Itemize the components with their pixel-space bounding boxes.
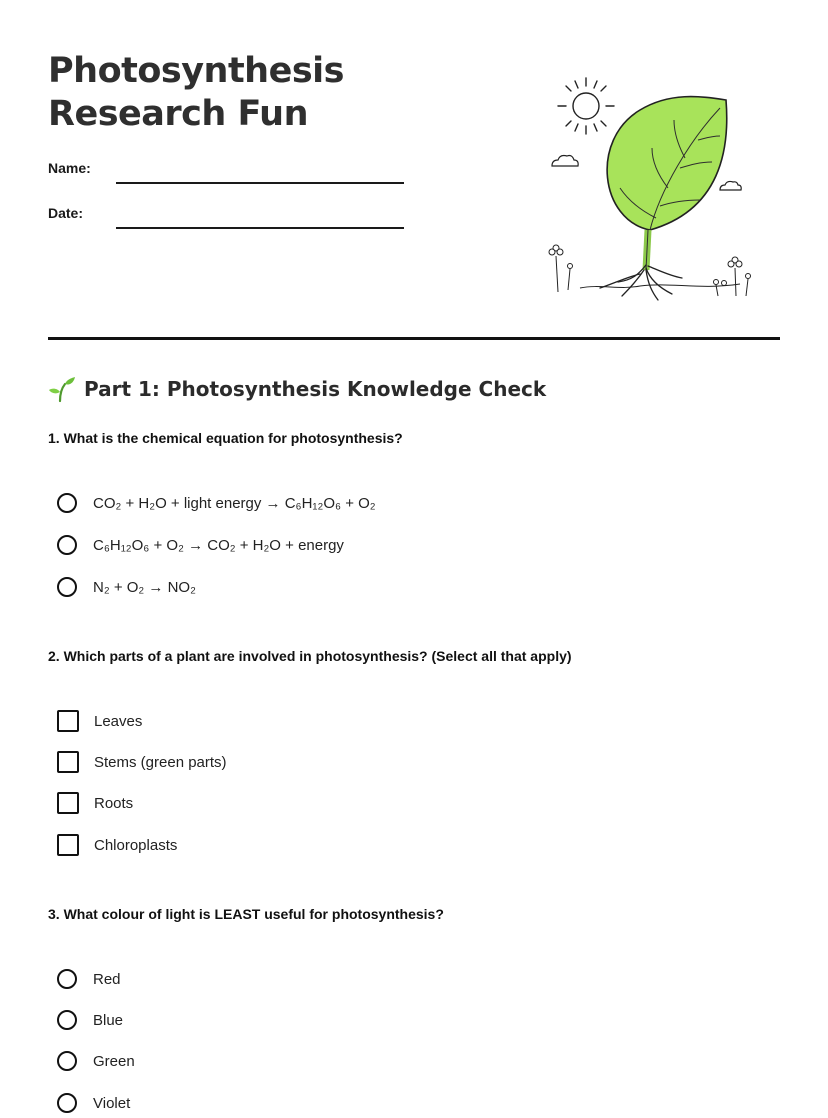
q3-option-4[interactable] (57, 1090, 130, 1116)
date-field[interactable] (48, 205, 408, 235)
q3-option-1[interactable] (57, 966, 121, 992)
cloud-icon (720, 181, 741, 190)
title-line-1: Photosynthesis (48, 51, 345, 91)
question-3: 3. What colour of light is LEAST useful for photosynthesis? (48, 906, 444, 922)
date-line[interactable] (116, 227, 404, 229)
section-title: Part 1: Photosynthesis Knowledge Check (84, 377, 547, 401)
option-label: Stems (green parts) (94, 753, 227, 771)
option-label: Violet (93, 1094, 131, 1112)
section-divider (48, 337, 780, 340)
q1-option-3[interactable] (57, 574, 196, 600)
name-label: Name: (48, 160, 91, 176)
cloud-icon (552, 156, 578, 167)
radio-button[interactable] (57, 1093, 77, 1113)
radio-button[interactable] (57, 1010, 77, 1030)
checkbox[interactable] (57, 792, 79, 814)
option-label: Blue (93, 1011, 124, 1029)
q2-option-3[interactable] (57, 790, 133, 816)
radio-button[interactable] (57, 1051, 77, 1071)
title-line-2: Research Fun (48, 94, 308, 134)
q1-option-2[interactable] (57, 532, 344, 558)
option-label: C₆H₁₂O₆ + O₂ → CO₂ + H₂O + energy (93, 536, 344, 554)
checkbox[interactable] (57, 751, 79, 773)
section-header (48, 374, 546, 404)
checkbox[interactable] (57, 834, 79, 856)
flower-icon (714, 280, 727, 297)
question-1: 1. What is the chemical equation for photosynthesis? (48, 430, 403, 446)
q2-option-2[interactable] (57, 749, 227, 775)
flower-icon (549, 245, 563, 292)
option-label: Roots (94, 794, 134, 812)
q1-option-1[interactable] (57, 490, 376, 516)
radio-button[interactable] (57, 535, 77, 555)
q2-option-1[interactable] (57, 708, 142, 734)
q2-option-4[interactable] (57, 832, 177, 858)
question-2: 2. Which parts of a plant are involved in photosynthesis? (Select all that apply) (48, 648, 572, 664)
name-field[interactable] (48, 160, 408, 190)
option-label: CO₂ + H₂O + light energy → C₆H₁₂O₆ + O₂ (93, 494, 376, 512)
radio-button[interactable] (57, 493, 77, 513)
option-label: Red (93, 970, 121, 988)
option-label: Leaves (94, 712, 143, 730)
worksheet-title (48, 50, 344, 136)
flower-icon (568, 264, 573, 291)
name-line[interactable] (116, 182, 404, 184)
checkbox[interactable] (57, 710, 79, 732)
q3-option-2[interactable] (57, 1007, 123, 1033)
radio-button[interactable] (57, 969, 77, 989)
roots (600, 265, 682, 300)
option-label: Green (93, 1052, 135, 1070)
plant-illustration (540, 70, 790, 310)
sun-icon (558, 78, 614, 134)
date-label: Date: (48, 205, 84, 221)
flower-icon (746, 274, 751, 297)
leaf-icon (607, 97, 727, 230)
option-label: Chloroplasts (94, 836, 178, 854)
flower-icon (728, 257, 742, 296)
radio-button[interactable] (57, 577, 77, 597)
sprout-icon (48, 375, 76, 403)
q3-option-3[interactable] (57, 1048, 135, 1074)
option-label: N₂ + O₂ → NO₂ (93, 578, 196, 596)
